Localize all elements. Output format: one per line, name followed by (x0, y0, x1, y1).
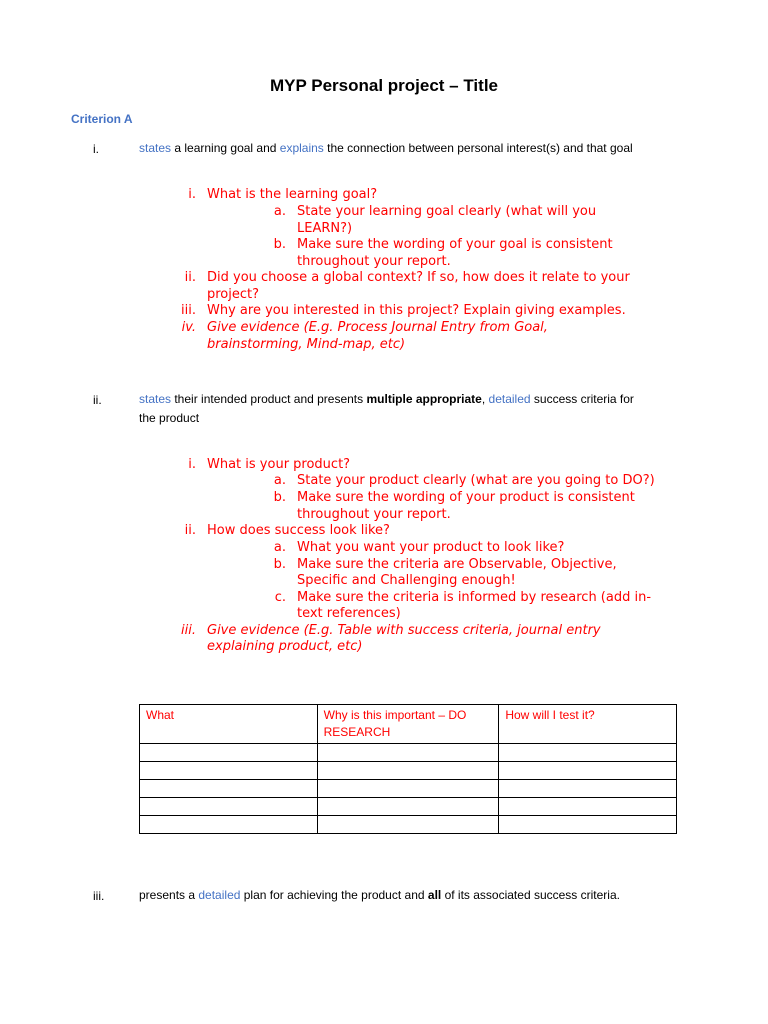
table-cell[interactable] (499, 780, 677, 798)
table-cell[interactable] (499, 744, 677, 762)
list-item: Why are you interested in this project? Explain giving examples. (207, 303, 626, 318)
list-item: Give evidence (E.g. Table with success criteria, journal entry (207, 623, 601, 638)
table-header-row (140, 705, 677, 744)
keyword-detailed: detailed (198, 888, 241, 902)
table-row (140, 798, 677, 816)
item-2-text: states their intended product and presents multiple appropriate, detailed success criteria for the product (139, 392, 634, 425)
table-cell[interactable] (317, 798, 499, 816)
success-criteria-table (139, 704, 677, 834)
table-cell[interactable] (317, 744, 499, 762)
keyword-all: all (427, 888, 442, 902)
list-item: How does success look like? (207, 523, 390, 538)
item-1-text: states a learning goal and explains the connection between personal interest(s) and that goal (139, 141, 633, 155)
table-header-cell: Why is this important – DO RESEARCH (317, 705, 499, 744)
keyword-detailed: detailed (488, 392, 531, 406)
list-item: What is the learning goal? (207, 187, 378, 202)
table-header-cell: What (140, 705, 318, 744)
table-cell[interactable] (140, 762, 318, 780)
table-header-cell: How will I test it? (499, 705, 677, 744)
list-item: Give evidence (E.g. Process Journal Entry from Goal, (207, 320, 548, 335)
table-cell[interactable] (317, 780, 499, 798)
table-cell[interactable] (499, 798, 677, 816)
table-row (140, 816, 677, 834)
list-item: Did you choose a global context? If so, how does it relate to your (207, 270, 630, 285)
item-1-number: i. (93, 142, 99, 156)
item-3-number: iii. (93, 889, 105, 903)
table-cell[interactable] (317, 762, 499, 780)
list-item: What is your product? (207, 457, 351, 472)
table-cell[interactable] (140, 798, 318, 816)
table-cell[interactable] (499, 762, 677, 780)
table-cell[interactable] (499, 816, 677, 834)
table-row (140, 762, 677, 780)
item-2-number: ii. (93, 393, 102, 407)
table-cell[interactable] (140, 744, 318, 762)
page-title: MYP Personal project – Title (269, 76, 498, 95)
keyword-explains: explains (279, 141, 324, 155)
keyword-states: states (139, 392, 172, 406)
table-row (140, 744, 677, 762)
table-cell[interactable] (317, 816, 499, 834)
table-cell[interactable] (140, 816, 318, 834)
criterion-heading: Criterion A (71, 112, 133, 126)
keyword-states: states (139, 141, 172, 155)
table-cell[interactable] (140, 780, 318, 798)
table-row (140, 780, 677, 798)
item-3-text: presents a detailed plan for achieving the product and all of its associated success criteria. (139, 888, 620, 902)
keyword-multiple-appropriate: multiple appropriate (366, 392, 482, 406)
